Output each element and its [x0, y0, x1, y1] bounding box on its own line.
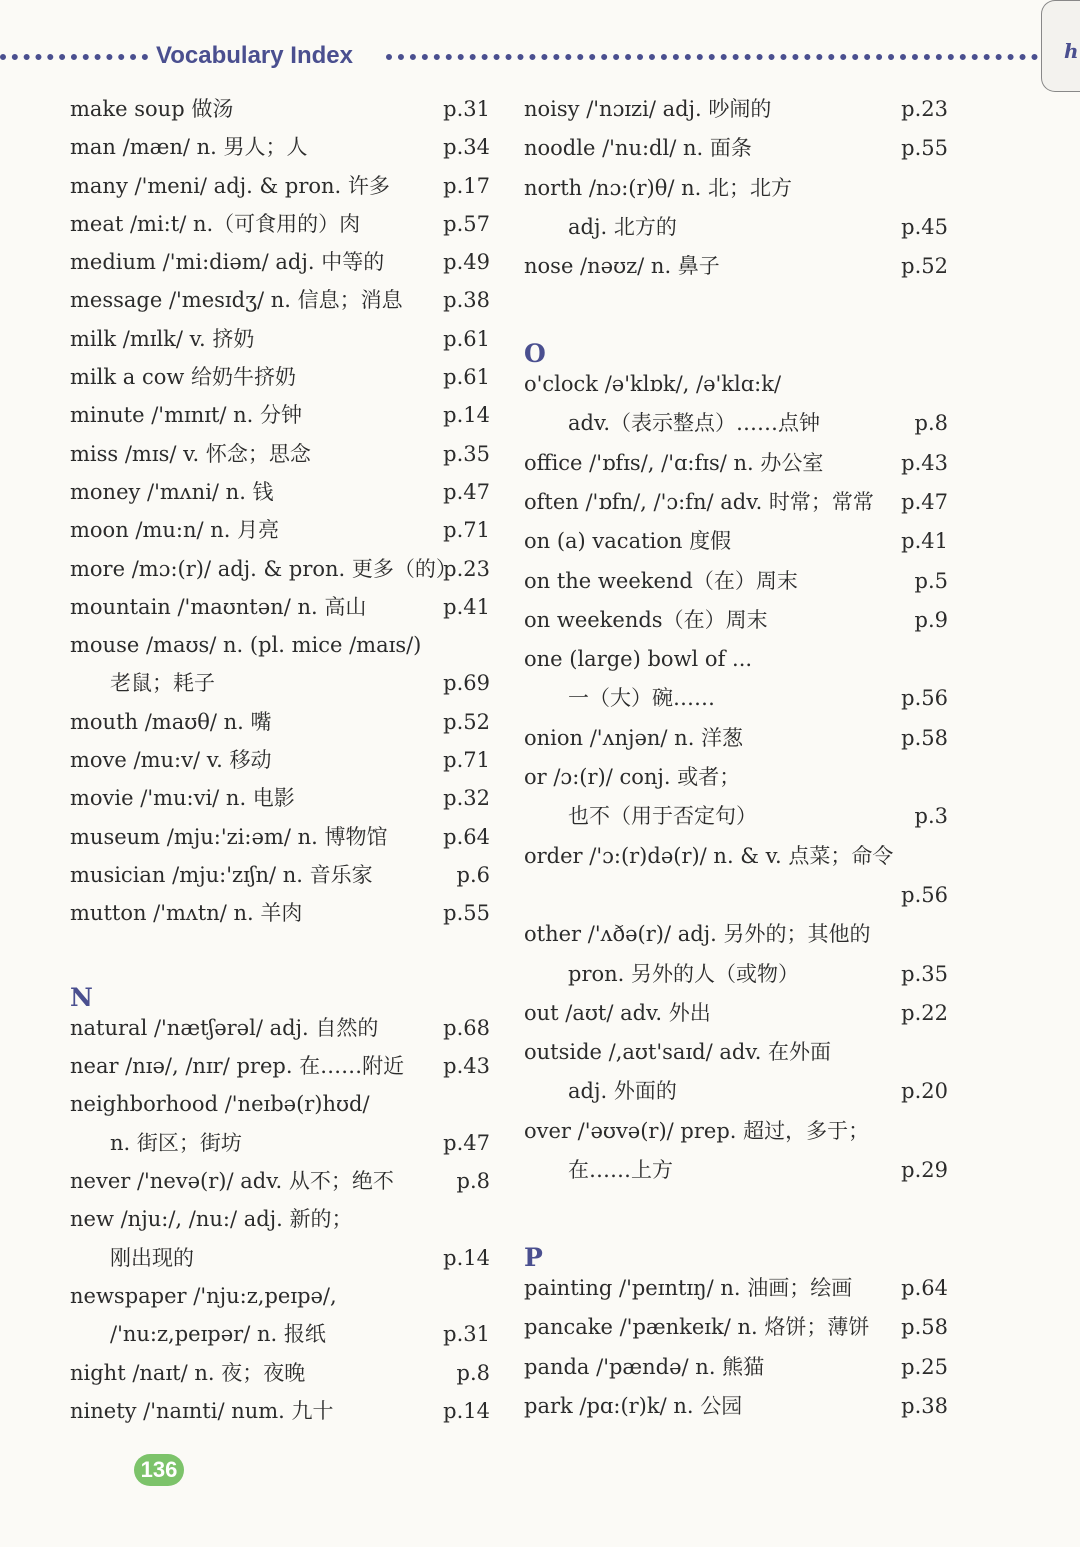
index-entry — [524, 208, 948, 247]
index-entry — [70, 90, 490, 128]
entry-text: natural /'nætʃərəl/ adj. 自然的 — [70, 1015, 379, 1040]
entry-text: office /'ɒfɪs/, /'ɑ:fɪs/ n. 办公室 — [524, 450, 824, 475]
entry-page: p.47 — [443, 1130, 490, 1155]
entry-page: p.17 — [443, 173, 490, 198]
header-dots-right — [386, 54, 1050, 60]
entry-page: p.64 — [443, 824, 490, 849]
index-entry — [70, 1085, 490, 1123]
entry-page: p.41 — [443, 594, 490, 619]
index-entry — [524, 365, 948, 404]
entry-text: 刚出现的 — [110, 1245, 194, 1270]
index-entry — [524, 444, 948, 483]
index-entry — [70, 1124, 490, 1162]
entry-text: mouth /maʊθ/ n. 嘴 — [70, 709, 272, 734]
entry-page: p.34 — [443, 135, 490, 160]
entry-text: o'clock /ə'klɒk/, /ə'klɑ:k/ — [524, 372, 782, 397]
entry-page: p.3 — [914, 804, 948, 829]
index-entry — [70, 511, 490, 549]
index-entry — [524, 404, 948, 443]
entry-page: p.9 — [914, 607, 948, 632]
index-entry — [524, 994, 948, 1033]
section-letter-row — [524, 326, 948, 368]
entry-text: ninety /'naɪnti/ num. 九十 — [70, 1398, 334, 1423]
index-entry — [70, 1047, 490, 1085]
page-header — [0, 40, 1050, 76]
index-entry — [70, 1354, 490, 1392]
page-title: Vocabulary Index — [156, 42, 353, 69]
entry-text: park /pɑ:(r)k/ n. 公园 — [524, 1393, 743, 1418]
index-entry — [524, 169, 948, 208]
entry-page: p.43 — [901, 450, 948, 475]
index-entry — [70, 1009, 490, 1047]
index-entry — [70, 626, 490, 664]
index-entry — [70, 818, 490, 856]
entry-text: painting /'peɪntɪŋ/ n. 油画；绘画 — [524, 1275, 853, 1300]
index-entry — [70, 281, 490, 319]
entry-text: money /'mʌni/ n. 钱 — [70, 479, 274, 504]
entry-text: miss /mɪs/ v. 怀念；思念 — [70, 441, 311, 466]
entry-text: on the weekend（在）周末 — [524, 568, 798, 593]
index-entry — [70, 741, 490, 779]
entry-page: p.8 — [456, 1169, 490, 1194]
index-entry — [524, 876, 948, 915]
entry-page: p.47 — [443, 479, 490, 504]
entry-page: p.31 — [443, 1322, 490, 1347]
entry-page: p.58 — [901, 1315, 948, 1340]
entry-page: p.68 — [443, 1015, 490, 1040]
index-tab-letter: h — [1064, 39, 1079, 63]
index-entry — [70, 550, 490, 588]
index-entry — [70, 1277, 490, 1315]
entry-text: pancake /'pænkeɪk/ n. 烙饼；薄饼 — [524, 1315, 870, 1340]
entry-page: p.56 — [901, 882, 948, 907]
index-entry — [524, 679, 948, 718]
index-entry — [524, 129, 948, 168]
section-letter-row — [524, 1230, 948, 1272]
entry-page: p.14 — [443, 1398, 490, 1423]
entry-text: mountain /'maʊntən/ n. 高山 — [70, 594, 367, 619]
entry-text: man /mæn/ n. 男人；人 — [70, 135, 308, 160]
index-entry — [524, 90, 948, 129]
index-entry — [524, 955, 948, 994]
entry-page: p.25 — [901, 1354, 948, 1379]
section-letter: O — [524, 338, 546, 368]
entry-text: new /nju:/, /nu:/ adj. 新的； — [70, 1207, 353, 1232]
entry-page: p.8 — [456, 1360, 490, 1385]
entry-page: p.61 — [443, 365, 490, 390]
entry-text: out /aʊt/ adv. 外出 — [524, 1000, 711, 1025]
entry-page: p.31 — [443, 97, 490, 121]
entry-text: order /'ɔ:(r)də(r)/ n. & v. 点菜；命令 — [524, 843, 894, 868]
entry-text: night /naɪt/ n. 夜；夜晚 — [70, 1360, 306, 1385]
entry-text: musician /mju:'zɪʃn/ n. 音乐家 — [70, 862, 373, 887]
index-entry — [524, 1072, 948, 1111]
entry-page: p.8 — [914, 411, 948, 436]
entry-text: other /'ʌðə(r)/ adj. 另外的；其他的 — [524, 922, 871, 947]
entry-page: p.43 — [443, 1054, 490, 1079]
index-entry — [70, 320, 490, 358]
index-entry — [70, 243, 490, 281]
entry-text: one (large) bowl of ... — [524, 647, 753, 672]
entry-text: /'nu:z,peɪpər/ n. 报纸 — [110, 1322, 326, 1347]
index-entry — [70, 664, 490, 702]
entry-text: neighborhood /'neɪbə(r)hʊd/ — [70, 1092, 370, 1117]
index-entry — [70, 933, 490, 971]
index-entry — [70, 894, 490, 932]
entry-page: p.6 — [456, 862, 490, 887]
entry-text: north /nɔ:(r)θ/ n. 北；北方 — [524, 175, 792, 200]
index-entry — [70, 1200, 490, 1238]
entry-text: adv.（表示整点）……点钟 — [568, 411, 821, 436]
section-letter-row — [70, 971, 490, 1012]
index-entry — [524, 1308, 948, 1347]
entry-text: near /nɪə/, /nɪr/ prep. 在……附近 — [70, 1054, 405, 1079]
entry-text: on (a) vacation 度假 — [524, 529, 732, 554]
index-entry — [70, 435, 490, 473]
entry-page: p.71 — [443, 518, 490, 543]
index-tab — [1041, 0, 1080, 92]
index-entry — [70, 703, 490, 741]
entry-text: 也不（用于否定句） — [568, 804, 757, 829]
entry-page: p.55 — [901, 136, 948, 161]
index-entry — [524, 562, 948, 601]
index-entry — [524, 1033, 948, 1072]
entry-page: p.35 — [901, 961, 948, 986]
index-entry — [70, 1162, 490, 1200]
index-entry — [524, 1269, 948, 1308]
entry-text: or /ɔ:(r)/ conj. 或者； — [524, 765, 741, 790]
entry-text: moon /mu:n/ n. 月亮 — [70, 518, 280, 543]
index-entry — [70, 779, 490, 817]
entry-text: newspaper /'nju:z,peɪpə/, — [70, 1283, 337, 1308]
entry-page: p.64 — [901, 1275, 948, 1300]
entry-text: meat /mi:t/ n.（可食用的）肉 — [70, 211, 361, 236]
entry-text: onion /'ʌnjən/ n. 洋葱 — [524, 725, 744, 750]
entry-text: mouse /maʊs/ n. (pl. mice /maɪs/) — [70, 633, 422, 658]
index-entry — [524, 640, 948, 679]
entry-page: p.49 — [443, 250, 490, 275]
left-column — [70, 90, 490, 1430]
entry-page: p.14 — [443, 403, 490, 428]
index-entry — [524, 1190, 948, 1229]
entry-page: p.45 — [901, 214, 948, 239]
entry-text: noodle /'nu:dl/ n. 面条 — [524, 136, 752, 161]
header-dots-left — [0, 54, 148, 60]
entry-page: p.41 — [901, 529, 948, 554]
index-entry — [70, 588, 490, 626]
page-number-badge: 136 — [134, 1454, 184, 1486]
entry-text: on weekends（在）周末 — [524, 607, 768, 632]
entry-page: p.52 — [901, 254, 948, 279]
index-entry — [524, 1112, 948, 1151]
entry-page: p.47 — [901, 489, 948, 514]
entry-page: p.38 — [443, 288, 490, 313]
index-entry — [70, 205, 490, 243]
entry-page: p.29 — [901, 1158, 948, 1183]
index-entry — [524, 797, 948, 836]
entry-page: p.58 — [901, 725, 948, 750]
entry-text: many /'meni/ adj. & pron. 许多 — [70, 173, 390, 198]
entry-text: often /'ɒfn/, /'ɔ:fn/ adv. 时常；常常 — [524, 489, 874, 514]
index-entry — [524, 522, 948, 561]
entry-text: mutton /'mʌtn/ n. 羊肉 — [70, 901, 303, 926]
entry-page: p.23 — [443, 556, 490, 581]
entry-page: p.23 — [901, 97, 948, 121]
entry-page: p.20 — [901, 1079, 948, 1104]
entry-text: noisy /'nɔɪzi/ adj. 吵闹的 — [524, 97, 772, 121]
entry-page: p.14 — [443, 1245, 490, 1270]
index-entry — [70, 167, 490, 205]
section-letter: N — [70, 982, 93, 1012]
index-entry — [70, 1315, 490, 1353]
entry-page: p.55 — [443, 901, 490, 926]
index-entry — [524, 247, 948, 286]
entry-page: p.38 — [901, 1393, 948, 1418]
entry-text: never /'nevə(r)/ adv. 从不；绝不 — [70, 1169, 394, 1194]
entry-text: n. 街区；街坊 — [110, 1130, 242, 1155]
index-entry — [70, 473, 490, 511]
entry-page: p.32 — [443, 786, 490, 811]
index-entry — [524, 837, 948, 876]
entry-page: p.5 — [914, 568, 948, 593]
index-entry — [524, 1348, 948, 1387]
entry-text: minute /'mɪnɪt/ n. 分钟 — [70, 403, 303, 428]
entry-page: p.35 — [443, 441, 490, 466]
index-entry — [524, 1387, 948, 1426]
entry-page: p.71 — [443, 748, 490, 773]
entry-text: more /mɔ:(r)/ adj. & pron. 更多（的） — [70, 556, 457, 581]
entry-text: medium /'mi:diəm/ adj. 中等的 — [70, 250, 385, 275]
entry-text: over /'əʊvə(r)/ prep. 超过，多于； — [524, 1118, 870, 1143]
entry-text: milk a cow 给奶牛挤奶 — [70, 365, 296, 390]
entry-text: adj. 北方的 — [568, 214, 677, 239]
index-entry — [70, 856, 490, 894]
entry-text: pron. 另外的人（或物） — [568, 961, 799, 986]
entry-text: museum /mju:'zi:əm/ n. 博物馆 — [70, 824, 388, 849]
entry-page: p.57 — [443, 211, 490, 236]
entry-page: p.61 — [443, 326, 490, 351]
index-entry — [70, 1392, 490, 1430]
entry-page: p.22 — [901, 1000, 948, 1025]
index-entry — [70, 128, 490, 166]
entry-page: p.69 — [443, 671, 490, 696]
index-entry — [70, 1239, 490, 1277]
entry-text: make soup 做汤 — [70, 97, 234, 121]
entry-text: adj. 外面的 — [568, 1079, 677, 1104]
entry-page: p.52 — [443, 709, 490, 734]
entry-text: movie /'mu:vi/ n. 电影 — [70, 786, 295, 811]
entry-text: message /'mesɪdʒ/ n. 信息；消息 — [70, 288, 403, 313]
entry-page: p.56 — [901, 686, 948, 711]
index-entry — [524, 483, 948, 522]
entry-text: 在……上方 — [568, 1158, 673, 1183]
entry-text: milk /mɪlk/ v. 挤奶 — [70, 326, 255, 351]
index-entry — [524, 1151, 948, 1190]
entry-text: 一（大）碗…… — [568, 686, 715, 711]
index-entry — [524, 915, 948, 954]
entry-text: nose /nəʊz/ n. 鼻子 — [524, 254, 720, 279]
section-letter: P — [524, 1242, 543, 1272]
index-entry — [70, 358, 490, 396]
index-entry — [524, 758, 948, 797]
index-entry — [524, 601, 948, 640]
entry-text: 老鼠；耗子 — [110, 671, 215, 696]
index-entry — [524, 286, 948, 325]
index-entry — [70, 396, 490, 434]
entry-text: outside /,aʊt'saɪd/ adv. 在外面 — [524, 1040, 832, 1065]
entry-text: move /mu:v/ v. 移动 — [70, 748, 272, 773]
right-column — [524, 90, 948, 1426]
entry-text: panda /'pændə/ n. 熊猫 — [524, 1354, 765, 1379]
index-entry — [524, 719, 948, 758]
